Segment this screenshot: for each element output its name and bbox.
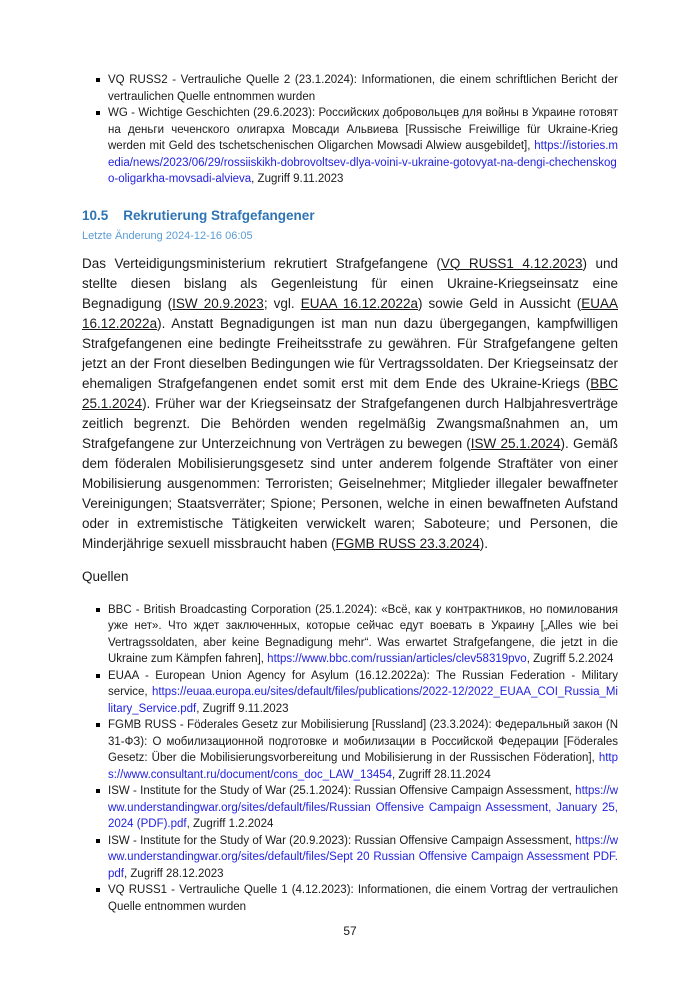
text-run: ) und stellte diesen bislang als Gegenleistung für einen Ukraine-Kriegseinsatz eine Begnadigung ( [82, 255, 618, 311]
sources-list [95, 602, 618, 916]
section-heading [82, 208, 618, 223]
text-run: ). Anstatt Begnadigungen ist man nun dazu übergegangen, kampfwilligen Strafgefangenen eine bedingte Freiheitsstrafe zu gewähren. Für Strafgefangene gelten jetzt an der Front dieselben Bedingungen wie für Vertragssoldaten. Der Kriegseinsatz der ehemaligen Strafgefangenen endet somit erst mit dem Ende des Ukraine-Kriegs ( [82, 315, 618, 391]
text-run: ). [479, 535, 488, 551]
list-item [95, 783, 618, 833]
page-number: 57 [343, 924, 357, 938]
text-run: , Zugriff 1.2.2024 [186, 818, 274, 830]
internal-ref-link[interactable]: VQ RUSS1 4.12.2023 [440, 255, 583, 271]
internal-ref-link[interactable]: BBC 25.1.2024 [82, 375, 618, 411]
text-run: ISW - Institute for the Study of War (20.9.2023): Russian Offensive Campaign Assessment, [108, 834, 576, 847]
internal-ref-link[interactable]: FGMB RUSS 23.3.2024 [335, 535, 480, 551]
internal-ref-link[interactable]: ISW 25.1.2024 [470, 435, 561, 451]
section-number: 10.5 [82, 207, 109, 223]
text-run: FGMB RUSS - Föderales Gesetz zur Mobilisierung [Russland] (23.3.2024): Федеральный закон (N 31-ФЗ): О мобилизационной подготовке и мобилизации в Российской Федерации [Föderales Gesetz: Über die Mobilisierungsvorbereitung und Mobilisierung in der Russischen Föderation], [108, 719, 618, 764]
section-title: Rekrutierung Strafgefangener [123, 207, 315, 223]
text-run: , Zugriff 28.11.2024 [392, 768, 491, 781]
text-run: , Zugriff 9.11.2023 [196, 702, 289, 715]
internal-ref-link[interactable]: ISW 20.9.2023 [172, 295, 264, 311]
list-item [95, 882, 618, 915]
text-run: ). Gemäß dem föderalen Mobilisierungsgesetz sind unter anderem folgende Straftäter von einer Mobilisierung ausgenommen: Terroristen; Geiselnehmer; Mitglieder illegaler bewaffneter Vereinigungen; Staatsverräter; Spione; Personen, welche in einen bewaffneten Aufstand oder in extremistische Tätigkeiten verwickelt waren; Saboteure; und Personen, die Minderjährige sexuell missbraucht haben ( [82, 435, 618, 551]
url-link[interactable]: https://www.understandingwar.org/sites/default/files/Russian Offensive Campaign Assessment, January 25, 2024 (PDF).pdf [108, 785, 618, 830]
internal-ref-link[interactable]: EUAA 16.12.2022a [82, 295, 619, 331]
text-run: VQ RUSS2 - Vertrauliche Quelle 2 (23.1.2024): Informationen, die einem schriftlichen Bericht der vertraulichen Quelle entnommen wurden [108, 74, 618, 103]
top-source-list [95, 72, 618, 188]
url-link[interactable]: https://istories.media/news/2023/06/29/rossiiskikh-dobrovoltsev-dlya-voini-v-ukraine-gotovyat-na-dengi-chechenskogo-oligarkha-movsadi-alvieva [108, 140, 618, 185]
url-link[interactable]: https://www.consultant.ru/document/cons_doc_LAW_13454 [108, 752, 618, 781]
text-run: Das Verteidigungsministerium rekrutiert Strafgefangene ( [82, 255, 441, 271]
text-run: , Zugriff 9.11.2023 [251, 173, 344, 185]
text-run: ; vgl. [263, 295, 301, 311]
url-link[interactable]: https://www.bbc.com/russian/articles/clev58319pvo [267, 653, 527, 665]
list-item [95, 105, 618, 188]
url-link[interactable]: https://www.understandingwar.org/sites/default/files/Sept 20 Russian Offensive Campaign Assessment PDF.pdf [108, 834, 618, 880]
text-run: BBC - British Broadcasting Corporation (25.1.2024): «Всё, как у контрактников, но помилования уже нет». Что ждет заключенных, которые сейчас едут воевать в Украину [„Alles wie bei Vertragssoldaten, aber keine Begnadigung mehr“. Was erwartet Strafgefangene, die jetzt in die Ukraine zum Kämpfen fahren], [108, 603, 618, 665]
text-run: VQ RUSS1 - Vertrauliche Quelle 1 (4.12.2023): Informationen, die einem Vortrag der vertraulichen Quelle entnommen wurden [108, 884, 618, 913]
list-item [95, 668, 618, 718]
text-run: ). Früher war der Kriegseinsatz der Strafgefangenen durch Halbjahresverträge zeitlich begrenzt. Die Behörden wenden regelmäßig Zwangsmaßnahmen an, um Strafgefangene zur Unterzeichnung von Verträgen zu bewegen ( [82, 395, 618, 451]
last-change-note: Letzte Änderung 2024-12-16 06:05 [82, 229, 253, 242]
list-item [95, 72, 618, 105]
sources-label: Quellen [82, 568, 129, 584]
body-paragraph [82, 254, 618, 554]
list-item [95, 602, 618, 668]
text-run: , Zugriff 5.2.2024 [526, 653, 614, 665]
text-run: ISW - Institute for the Study of War (25.1.2024): Russian Offensive Campaign Assessment, [108, 785, 576, 797]
text-run: ) sowie Geld in Aussicht ( [417, 295, 582, 311]
text-run: , Zugriff 28.12.2023 [124, 867, 224, 880]
url-link[interactable]: https://euaa.europa.eu/sites/default/files/publications/2022-12/2022_EUAA_COI_Russia_Military_Service.pdf [108, 686, 618, 715]
list-item [95, 833, 618, 883]
list-item [95, 717, 618, 783]
text-run: WG - Wichtige Geschichten (29.6.2023): Российских добровольцев для войны в Украине готовят на деньги чеченского олигарха Мовсади Альвиева [Russische Freiwillige für Ukraine-Krieg werden mit Geld des tschetschenischen Oligarchen Mowsadi Alwiew ausgebildet], [108, 107, 618, 152]
internal-ref-link[interactable]: EUAA 16.12.2022a [300, 295, 418, 311]
text-run: EUAA - European Union Agency for Asylum (16.12.2022a): The Russian Federation - Military service, [108, 669, 618, 698]
